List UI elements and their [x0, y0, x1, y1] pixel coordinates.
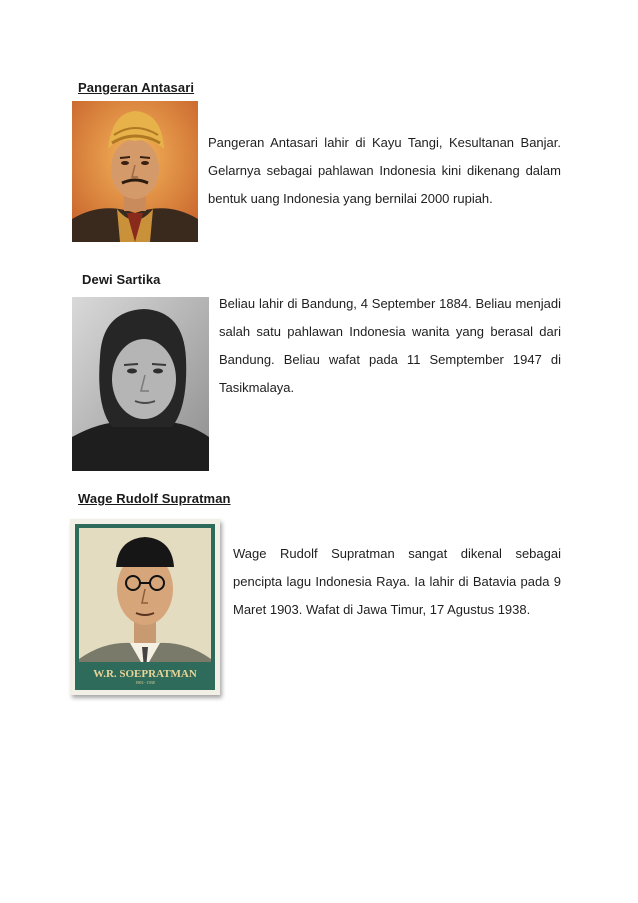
paragraph-wage-rudolf-supratman: Wage Rudolf Supratman sangat dikenal sebagai pencipta lagu Indonesia Raya. Ia lahir di Batavia pada 9 Maret 1903. Wafat di Jawa Timur, 17 Agustus 1938. [233, 546, 561, 617]
portrait-pangeran-antasari [72, 101, 198, 242]
heading-wage-rudolf-supratman: Wage Rudolf Supratman [78, 491, 231, 506]
paragraph-dewi-sartika: Beliau lahir di Bandung, 4 September 1884. Beliau menjadi salah satu pahlawan Indonesia wanita yang berasal dari Bandung. Beliau wafat pada 11 Semptember 1947 di Tasikmalaya. [219, 296, 561, 395]
portrait-caption: W.R. SOEPRATMAN [93, 668, 197, 680]
paragraph-pangeran-antasari: Pangeran Antasari lahir di Kayu Tangi, Kesultanan Banjar. Gelarnya sebagai pahlawan Indonesia kini dikenang dalam bentuk uang Indonesia yang bernilai 2000 rupiah. [208, 135, 561, 206]
portrait-dates: 1903 - 1938 [135, 680, 155, 685]
heading-pangeran-antasari: Pangeran Antasari [78, 80, 195, 95]
portrait-dewi-sartika [72, 297, 209, 471]
portrait-wage-rudolf-supratman [70, 519, 220, 695]
heading-dewi-sartika: Dewi Sartika [82, 272, 161, 287]
